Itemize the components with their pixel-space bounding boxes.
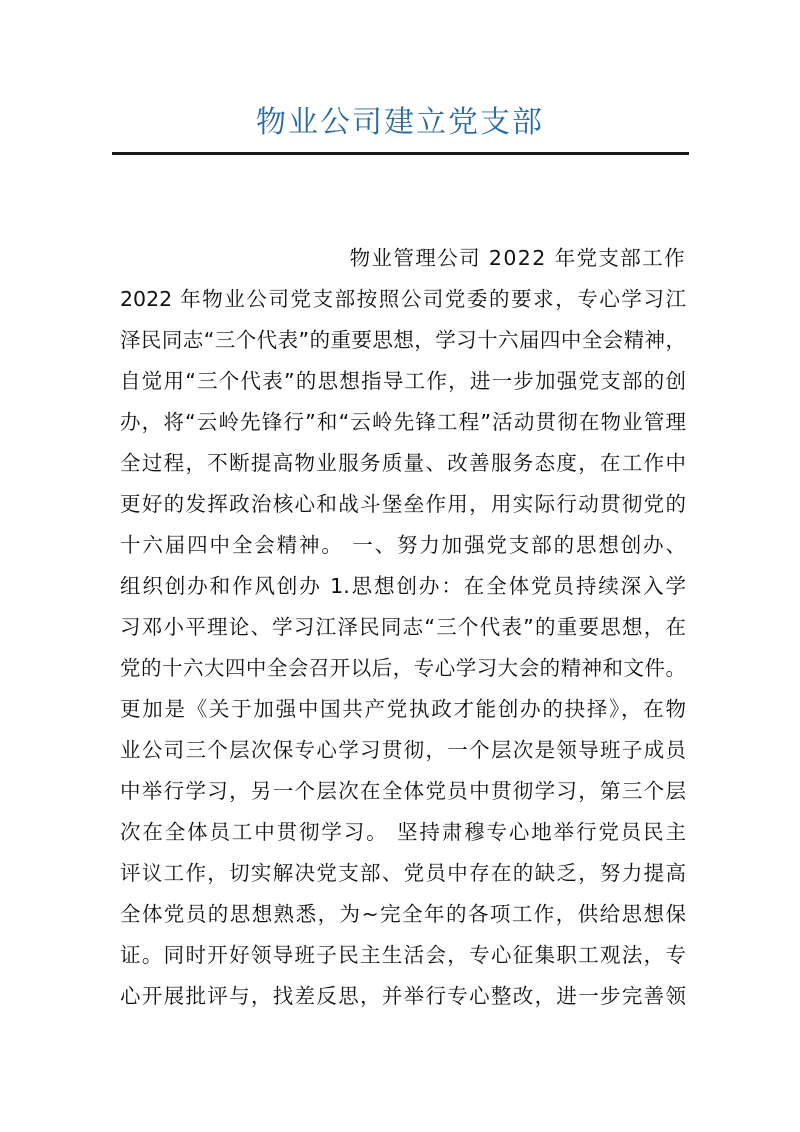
body-line: 物业管理公司 2022 年党支部工作 [349, 246, 686, 270]
body-line: 党的十六大四中全会召开以后，专心学习大会的精神和文件。 [120, 656, 686, 680]
body-line: 更好的发挥政治核心和战斗堡垒作用，用实际行动贯彻党的 [120, 492, 686, 516]
body-line: 泽民同志“三个代表”的重要思想，学习十六届四中全会精神， [120, 328, 686, 352]
body-line: 十六届四中全会精神。 一、努力加强党支部的思想创办、 [120, 533, 686, 557]
body-line: 更加是《关于加强中国共产党执政才能创办的抉择》，在物 [120, 697, 686, 721]
body-line: 中举行学习，另一个层次在全体党员中贯彻学习，第三个层 [120, 779, 686, 803]
body-line: 全过程，不断提高物业服务质量、改善服务态度，在工作中 [120, 451, 686, 475]
title-divider [112, 152, 689, 155]
body-line: 心开展批评与，找差反思，并举行专心整改，进一步完善领 [120, 984, 686, 1008]
body-line: 习邓小平理论、学习江泽民同志“三个代表”的重要思想，在 [120, 615, 686, 639]
body-line: 自觉用“三个代表”的思想指导工作，进一步加强党支部的创 [120, 369, 686, 393]
body-line: 次在全体员工中贯彻学习。 坚持肃穆专心地举行党员民主 [120, 820, 686, 844]
document-body [120, 238, 686, 1017]
body-line: 全体党员的思想熟悉，为~完全年的各项工作，供给思想保 [120, 902, 686, 926]
body-line: 组织创办和作风创办 1.思想创办：在全体党员持续深入学 [120, 574, 686, 598]
body-line: 办，将“云岭先锋行”和“云岭先锋工程”活动贯彻在物业管理 [120, 410, 686, 434]
body-line: 业公司三个层次保专心学习贯彻，一个层次是领导班子成员 [120, 738, 686, 762]
document-title: 物业公司建立党支部 [256, 105, 544, 140]
body-line: 2022 年物业公司党支部按照公司党委的要求，专心学习江 [120, 287, 686, 311]
body-line: 证。同时开好领导班子民主生活会，专心征集职工观法，专 [120, 943, 686, 967]
body-line: 评议工作，切实解决党支部、党员中存在的缺乏，努力提高 [120, 861, 686, 885]
